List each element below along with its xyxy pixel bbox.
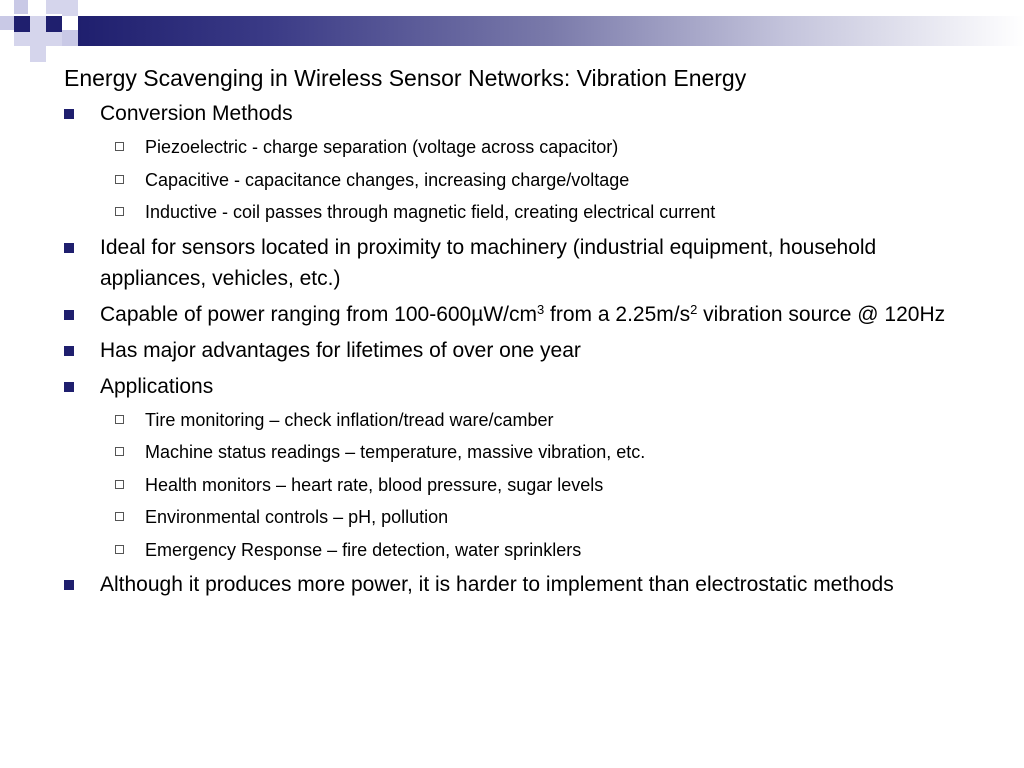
decor-square: [14, 0, 28, 14]
filled-square-bullet-icon: [64, 310, 74, 320]
bullet-item: [0, 371, 1024, 402]
filled-square-bullet-icon: [64, 109, 74, 119]
hollow-square-bullet-icon: [115, 545, 124, 554]
sub-bullet-item: [0, 537, 1024, 563]
sub-bullet-text: Emergency Response – fire detection, water sprinklers: [145, 539, 582, 560]
bullet-text: Has major advantages for lifetimes of over one year: [100, 338, 581, 362]
bullet-text: [100, 303, 945, 326]
filled-square-bullet-icon: [64, 382, 74, 392]
decor-square: [46, 32, 62, 46]
decor-square: [62, 30, 78, 46]
sub-bullet-item: [0, 167, 1024, 193]
decor-square: [14, 32, 30, 46]
hollow-square-bullet-icon: [115, 480, 124, 489]
decor-square: [46, 0, 62, 14]
sub-bullet-text: Tire monitoring – check inflation/tread ware/camber: [145, 409, 554, 430]
header-gradient-band: [78, 16, 1024, 46]
bullet-text-part: vibration source @ 120Hz: [697, 302, 946, 326]
hollow-square-bullet-icon: [115, 142, 124, 151]
superscript: 3: [536, 301, 545, 317]
slide-title: Energy Scavenging in Wireless Sensor Networks: Vibration Energy: [64, 65, 747, 91]
decor-square: [46, 16, 62, 32]
sub-bullet-item: [0, 407, 1024, 433]
hollow-square-bullet-icon: [115, 447, 124, 456]
hollow-square-bullet-icon: [115, 175, 124, 184]
sub-bullet-text: Machine status readings – temperature, massive vibration, etc.: [145, 442, 646, 462]
sub-bullet-item: [0, 199, 1024, 225]
bullet-text: Although it produces more power, it is harder to implement than electrostatic methods: [100, 573, 894, 596]
sub-bullet-text: Capacitive - capacitance changes, increasing charge/voltage: [145, 169, 630, 190]
bullet-item: [0, 299, 1024, 330]
sub-bullet-text: Inductive - coil passes through magnetic field, creating electrical current: [145, 202, 716, 222]
bullet-text-part: from a 2.25m/s: [544, 302, 691, 326]
hollow-square-bullet-icon: [115, 207, 124, 216]
decor-square: [30, 16, 46, 46]
hollow-square-bullet-icon: [115, 415, 124, 424]
decor-square: [62, 0, 78, 16]
filled-square-bullet-icon: [64, 346, 74, 356]
sub-bullet-list: [0, 407, 1024, 563]
sub-bullet-text: Health monitors – heart rate, blood pressure, sugar levels: [145, 474, 604, 495]
decor-square: [0, 16, 14, 30]
sub-bullet-text: Environmental controls – pH, pollution: [145, 507, 449, 527]
bullet-text: Ideal for sensors located in proximity to machinery (industrial equipment, household appliances, vehicles, etc.): [100, 235, 877, 290]
sub-bullet-item: [0, 472, 1024, 498]
bullet-item: [0, 335, 1024, 366]
filled-square-bullet-icon: [64, 580, 74, 590]
decor-square: [14, 16, 30, 32]
decor-square: [30, 46, 46, 62]
sub-bullet-item: [0, 134, 1024, 160]
filled-square-bullet-icon: [64, 243, 74, 253]
hollow-square-bullet-icon: [115, 512, 124, 521]
bullet-text: Conversion Methods: [100, 102, 293, 125]
sub-bullet-item: [0, 504, 1024, 530]
bullet-item: [0, 98, 1024, 129]
bullet-text: Applications: [100, 374, 214, 398]
sub-bullet-text: Piezoelectric - charge separation (voltage across capacitor): [145, 137, 619, 157]
superscript: 2: [690, 301, 698, 317]
bullet-item: [0, 569, 1024, 600]
bullet-text-part: Capable of power ranging from 100-600µW/cm: [100, 302, 537, 326]
bullet-item: [0, 232, 1024, 294]
slide-body: [0, 98, 1024, 605]
sub-bullet-item: [0, 439, 1024, 465]
sub-bullet-list: [0, 134, 1024, 225]
